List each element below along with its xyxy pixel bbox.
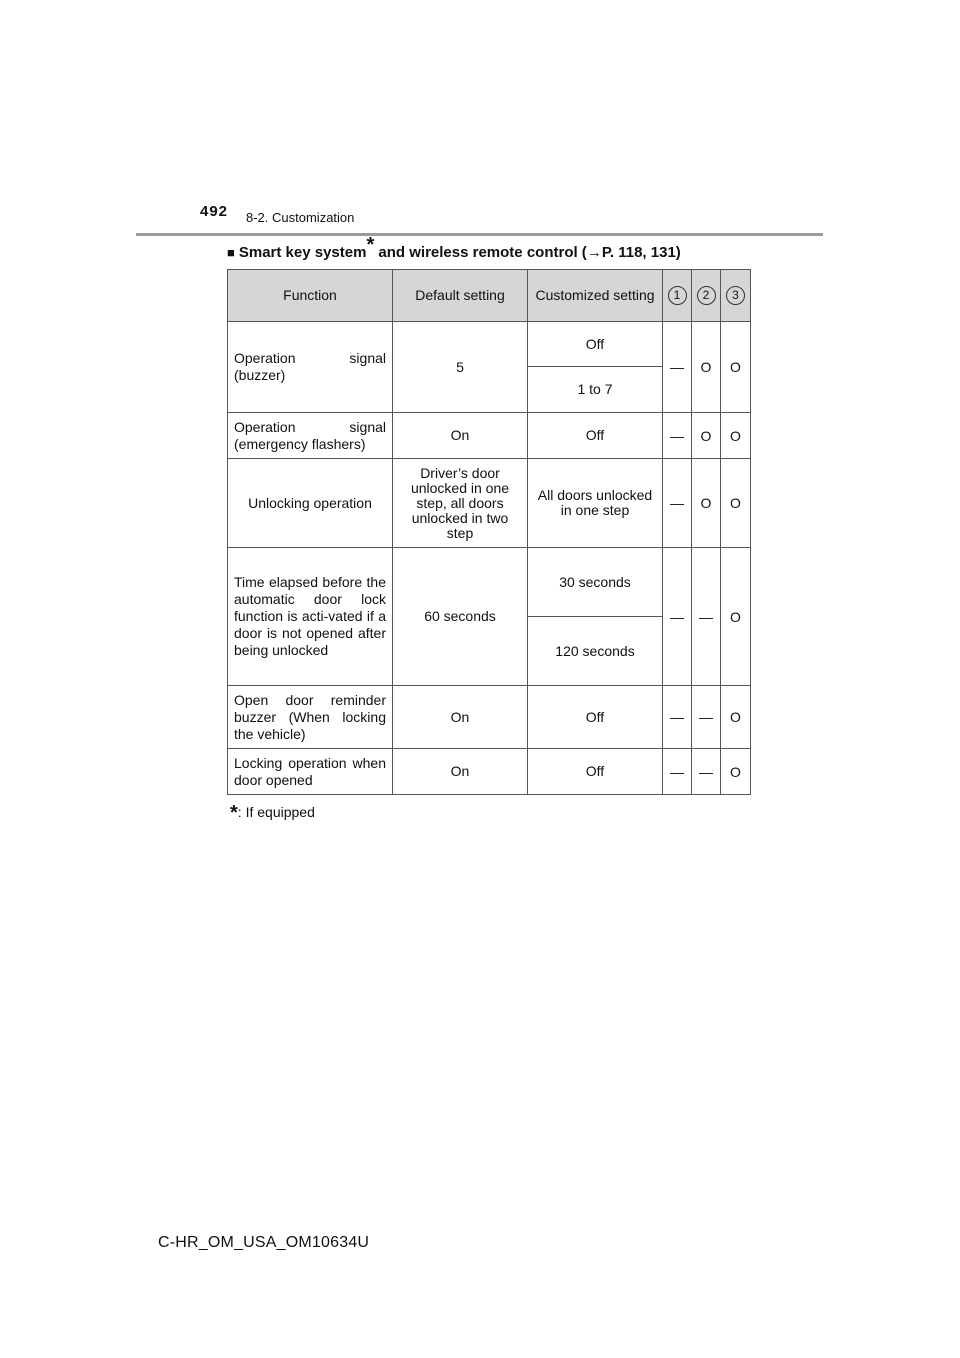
- customized-cell: 1 to 7: [528, 367, 663, 413]
- col-header-customized: Customized setting: [528, 270, 663, 322]
- customized-cell: 120 seconds: [528, 617, 663, 686]
- mark-1-cell: —: [663, 548, 692, 686]
- customized-cell: All doors unlocked in one step: [528, 459, 663, 548]
- default-cell: 5: [393, 322, 528, 413]
- heading-page-ref: P. 118, 131): [601, 244, 681, 261]
- table-row: [228, 459, 751, 548]
- document-code: C-HR_OM_USA_OM10634U: [158, 1234, 370, 1251]
- heading-footnote-star: *: [366, 234, 375, 256]
- mark-3-cell: O: [721, 548, 751, 686]
- table-row: [228, 413, 751, 459]
- function-cell: Unlocking operation: [228, 459, 393, 548]
- mark-2-cell: —: [692, 686, 721, 749]
- circled-1-icon: 1: [668, 286, 687, 305]
- mark-3-cell: O: [721, 459, 751, 548]
- heading-title-part2: and wireless remote control (: [374, 244, 587, 261]
- default-cell: Driver’s door unlocked in one step, all doors unlocked in two step: [393, 459, 528, 548]
- col-header-2: [692, 270, 721, 322]
- mark-2-cell: —: [692, 749, 721, 795]
- customized-cell: Off: [528, 749, 663, 795]
- footnote-star: *: [230, 802, 238, 824]
- footnote-text: : If equipped: [237, 804, 315, 820]
- customized-cell: Off: [528, 686, 663, 749]
- mark-1-cell: —: [663, 413, 692, 459]
- heading-title-part1: Smart key system: [238, 244, 367, 261]
- footnote: [230, 800, 315, 823]
- default-cell: On: [393, 413, 528, 459]
- section-title: 8-2. Customization: [246, 210, 355, 225]
- mark-1-cell: —: [663, 686, 692, 749]
- heading-bullet: ■: [227, 245, 235, 260]
- mark-3-cell: O: [721, 413, 751, 459]
- function-cell: Operation signal (buzzer): [228, 322, 393, 413]
- default-cell: On: [393, 749, 528, 795]
- mark-1-cell: —: [663, 322, 692, 413]
- header-divider: [136, 233, 823, 236]
- mark-2-cell: O: [692, 413, 721, 459]
- table-header-row: [228, 270, 751, 322]
- circled-2-icon: 2: [697, 286, 716, 305]
- function-cell: Open door reminder buzzer (When locking the vehicle): [228, 686, 393, 749]
- table-row: [228, 322, 751, 367]
- function-cell: Time elapsed before the automatic door lock function is acti-vated if a door is not opened after being unlocked: [228, 548, 393, 686]
- function-cell: Locking operation when door opened: [228, 749, 393, 795]
- table-row: [228, 686, 751, 749]
- default-cell: 60 seconds: [393, 548, 528, 686]
- mark-3-cell: O: [721, 749, 751, 795]
- table-row: [228, 749, 751, 795]
- mark-2-cell: O: [692, 459, 721, 548]
- customized-cell: Off: [528, 322, 663, 367]
- circled-3-icon: 3: [726, 286, 745, 305]
- mark-3-cell: O: [721, 322, 751, 413]
- col-header-1: [663, 270, 692, 322]
- mark-3-cell: O: [721, 686, 751, 749]
- table-row: [228, 548, 751, 617]
- mark-1-cell: —: [663, 749, 692, 795]
- mark-1-cell: —: [663, 459, 692, 548]
- col-header-3: [721, 270, 751, 322]
- col-header-default: Default setting: [393, 270, 528, 322]
- page-number: 492: [200, 203, 229, 220]
- section-heading: [227, 234, 681, 263]
- customized-cell: 30 seconds: [528, 548, 663, 617]
- arrow-icon: →: [586, 244, 602, 261]
- mark-2-cell: O: [692, 322, 721, 413]
- mark-2-cell: —: [692, 548, 721, 686]
- settings-table: [227, 269, 751, 795]
- col-header-function: Function: [228, 270, 393, 322]
- default-cell: On: [393, 686, 528, 749]
- customized-cell: Off: [528, 413, 663, 459]
- function-cell: Operation signal (emergency flashers): [228, 413, 393, 459]
